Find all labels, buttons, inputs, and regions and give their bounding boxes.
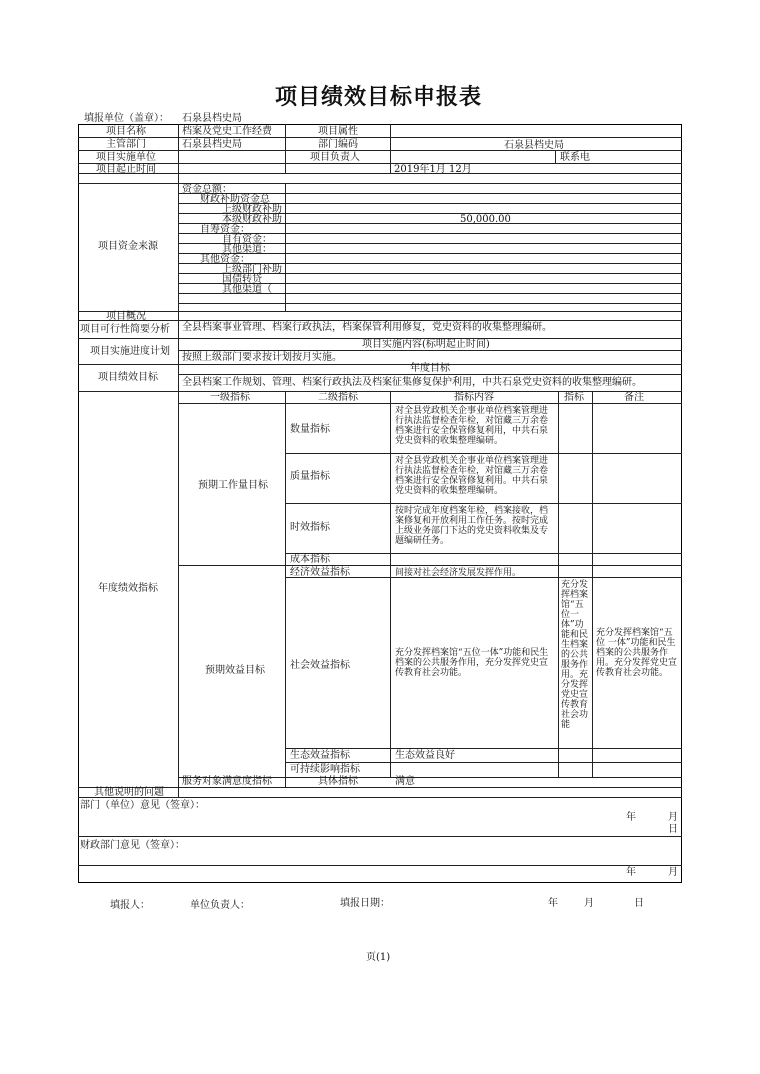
dept-value: 石泉县档史局 <box>182 139 242 150</box>
satisfaction-l1: 服务对象满意度指标 <box>182 776 272 787</box>
goal-header: 年度目标 <box>410 363 450 374</box>
funds-row: 其他渠道： <box>222 244 272 255</box>
owner-label: 项目负责人 <box>310 152 360 163</box>
fin-opinion-label: 财政部门意见（签章）： <box>80 840 185 851</box>
period-label: 项目起止时间 <box>96 164 156 175</box>
dept-code-value: 石泉县档史局 <box>504 140 564 151</box>
cost-name: 成本指标 <box>290 554 330 565</box>
satisfaction-name: 具体指标 <box>318 776 358 787</box>
social-name: 社会效益指标 <box>290 660 350 671</box>
impl-unit-label: 项目实施单位 <box>96 152 156 163</box>
funds-row: 自筹资金： <box>200 224 250 235</box>
footer-date: 填报日期： <box>340 898 390 909</box>
unit-value: 石泉县档史局 <box>182 113 242 124</box>
satisfaction-content: 满意 <box>395 776 415 787</box>
dept-opinion-month: 月 <box>668 812 678 823</box>
funds-row: 其他渠道（ <box>222 284 272 295</box>
page-title: 项目绩效目标申报表 <box>275 84 483 110</box>
eco-content: 生态效益良好 <box>395 750 455 761</box>
plan-header: 项目实施内容(标明起止时间) <box>362 339 490 350</box>
local-amount: 50,000.00 <box>460 214 511 225</box>
dept-code-label: 部门编码 <box>318 139 358 150</box>
funds-row: 上级部门补助 <box>222 264 282 275</box>
economic-name: 经济效益指标 <box>290 567 350 578</box>
economic-content: 间接对社会经济发展发挥作用。 <box>395 568 522 578</box>
plan-label: 项目实施进度计划 <box>90 346 170 357</box>
indicators-section-label: 年度绩效指标 <box>98 583 158 594</box>
footer-month: 月 <box>584 898 594 909</box>
funds-row: 其他资金： <box>200 254 250 265</box>
unit-label: 填报单位（盖章）： <box>84 113 169 124</box>
feasibility-text: 全县档案事业管理、档案行政执法，档案保管利用修复，党史资料的收集整理编研。 <box>182 322 552 333</box>
quality-name: 质量指标 <box>290 471 330 482</box>
header-note: 备注 <box>624 392 644 403</box>
feasibility-label: 项目可行性简要分析 <box>80 324 170 335</box>
fin-opinion-month: 月 <box>668 867 678 878</box>
funds-row: 自有资金： <box>222 234 272 245</box>
project-name-label: 项目名称 <box>106 126 146 137</box>
goal-text: 全县档案工作规划、管理、档案行政执法及档案征集修复保护利用，中共石泉党史资料的收集整理编研。 <box>182 377 642 388</box>
social-note: 充分发挥档案馆“五位 一体”功能和民生档案的公共服务作用。充分发挥党史宣传教育社会功能。 <box>596 628 678 678</box>
sustain-name: 可持续影响指标 <box>290 764 360 775</box>
period-value: 2019年1月 12月 <box>394 164 472 175</box>
footer-filler: 填报人： <box>110 900 150 911</box>
goal-label: 项目绩效目标 <box>98 372 158 383</box>
project-name-value: 档案及党史工作经费 <box>182 126 272 137</box>
social-metric: 充分发挥档案馆“五位一体”功能和民生档案的公共服务作用。充分发挥党史宣传教育社会功能 <box>561 580 589 730</box>
funds-row: 资金总额： <box>182 184 232 195</box>
header-content: 指标内容 <box>454 392 494 403</box>
header-metric: 指标 <box>564 392 584 403</box>
dept-opinion-label: 部门（单位）意见（签章）： <box>80 800 205 811</box>
funds-row: 国债转贷 <box>222 274 262 285</box>
plan-text: 按照上级部门要求按计划按月实施。 <box>182 352 342 363</box>
dept-opinion-year: 年 <box>626 812 636 823</box>
footer-year: 年 <box>548 898 558 909</box>
fin-opinion-year: 年 <box>626 867 636 878</box>
time-name: 时效指标 <box>290 522 330 533</box>
header-l1: 一级指标 <box>210 392 250 403</box>
page-number: 页(1) <box>366 952 391 963</box>
footer-day: 日 <box>634 898 644 909</box>
l1-effect: 预期效益目标 <box>205 665 265 676</box>
quantity-name: 数量指标 <box>290 424 330 435</box>
social-content: 充分发挥档案馆“五位一体”功能和民生档案的公共服务作用，充分发挥党史宣传教育社会功能。 <box>395 648 549 678</box>
l1-work: 预期工作量目标 <box>198 480 268 491</box>
header-l2: 二级指标 <box>318 392 358 403</box>
time-content: 按时完成年度档案年检，档案接收，档案修复和开放利用工作任务。按时完成上级业务部门下达的党史资料收集及专题编研任务。 <box>395 506 549 546</box>
project-attr-label: 项目属性 <box>318 126 358 137</box>
dept-label: 主管部门 <box>106 139 146 150</box>
funds-row: 本级财政补助 <box>222 214 282 225</box>
funds-row: 上级财政补助 <box>222 204 282 215</box>
footer-unit-head: 单位负责人： <box>190 900 250 911</box>
other-label: 其他说明的问题 <box>94 787 164 798</box>
quantity-content: 对全县党政机关企事业单位档案管理进行执法监督检查年检，对馆藏三万余卷档案进行安全保管修复利用，中共石泉党史资料的收集整理编研。 <box>395 406 549 446</box>
funds-section-label: 项目资金来源 <box>98 241 158 252</box>
quality-content: 对全县党政机关企事业单位档案管理进行执法监督检查年检，对馆藏三万余卷档案进行安全保管修复利用。中共石泉党史资料的收集整理编研。 <box>395 456 549 496</box>
funds-row: 财政补助资金总 <box>200 194 270 205</box>
dept-opinion-day: 日 <box>668 824 678 835</box>
eco-name: 生态效益指标 <box>290 750 350 761</box>
overview-label: 项目概况 <box>106 311 146 322</box>
phone-label: 联系电 <box>560 152 590 163</box>
